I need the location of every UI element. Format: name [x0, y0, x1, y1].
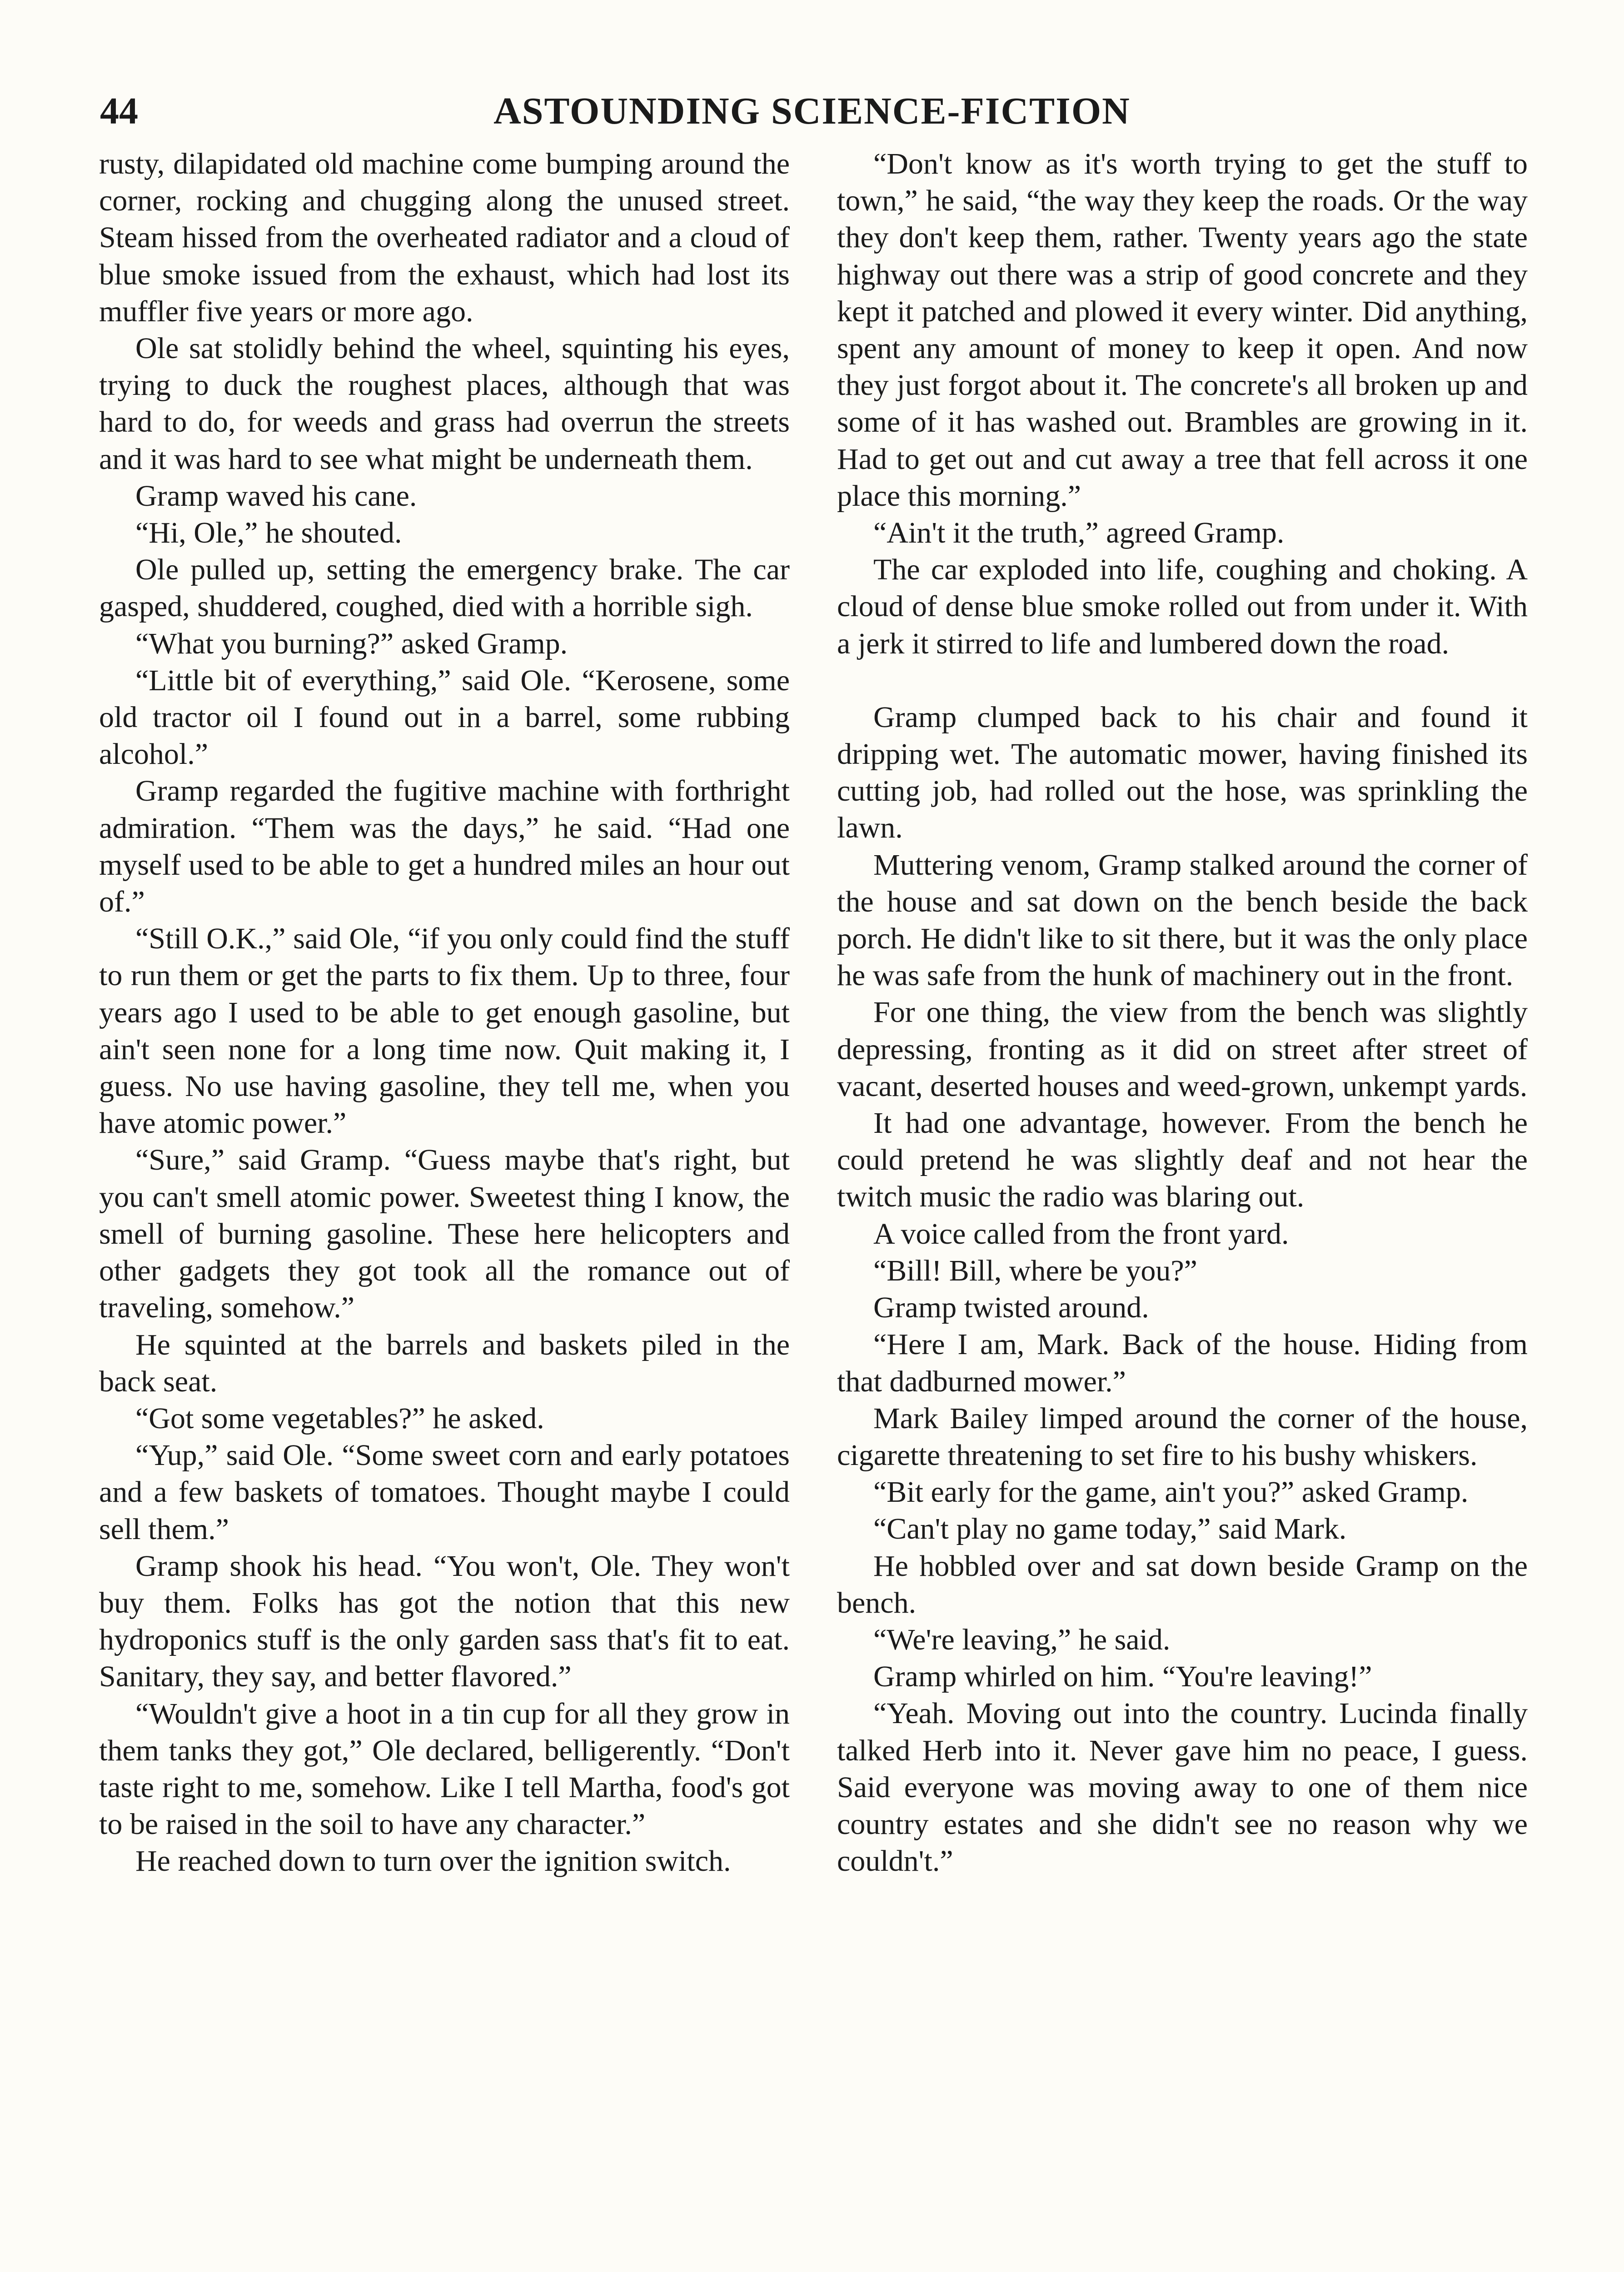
paragraph: “Little bit of everything,” said Ole. “Kerosene, some old tractor oil I found out in a barrel, some rubbing alcohol.” — [99, 663, 790, 771]
paragraph: Gramp shook his head. “You won't, Ole. They won't buy them. Folks has got the notion that this new hydroponics stuff is the only garden sass that's fit to eat. Sanitary, they say, and better flavored.” — [99, 1549, 790, 1694]
paragraph: A voice called from the front yard. — [873, 1217, 1289, 1251]
paragraph: Mark Bailey limped around the corner of the house, cigarette threatening to set fire to his bushy whiskers. — [837, 1401, 1528, 1472]
paragraph: Gramp regarded the fugitive machine with forthright admiration. “Them was the days,” he said. “Had one myself used to be able to get a hundred miles an hour out of.” — [99, 774, 790, 919]
paragraph: He squinted at the barrels and baskets piled in the back seat. — [99, 1328, 790, 1398]
paragraph: He hobbled over and sat down beside Gramp on the bench. — [837, 1549, 1528, 1619]
paragraph: Gramp waved his cane. — [135, 479, 417, 513]
paragraph: Muttering venom, Gramp stalked around the corner of the house and sat down on the bench beside the back porch. He didn't like to sit there, but it was the only place he was safe from the hunk of machinery out in the front. — [837, 848, 1528, 992]
paragraph: “Bill! Bill, where be you?” — [873, 1254, 1197, 1287]
paragraph: “Yup,” said Ole. “Some sweet corn and early potatoes and a few baskets of tomatoes. Thought maybe I could sell them.” — [99, 1439, 790, 1546]
paragraph: “Hi, Ole,” he shouted. — [135, 516, 402, 550]
paragraph: rusty, dilapidated old machine come bumping around the corner, rocking and chugging along the unused street. Steam hissed from the overheated radiator and a cloud of blue smoke issued from the exhaust, which had lost its muffler five years or more ago. — [99, 147, 790, 328]
paragraph: “Ain't it the truth,” agreed Gramp. — [873, 516, 1285, 550]
section-break-paragraph: Gramp clumped back to his chair and found it dripping wet. The automatic mower, having finished its cutting job, had rolled out the hose, was sprinkling the lawn. — [837, 700, 1528, 845]
paragraph: “What you burning?” asked Gramp. — [135, 627, 568, 660]
paragraph: “Yeah. Moving out into the country. Lucinda finally talked Herb into it. Never gave him no peace, I guess. Said everyone was moving away to one of them nice country estates and she didn't see no reason why we couldn't.” — [837, 1697, 1528, 1878]
right-column — [837, 145, 1528, 2272]
running-title: ASTOUNDING SCIENCE-FICTION — [493, 90, 1131, 132]
paragraph: “Here I am, Mark. Back of the house. Hiding from that dadburned mower.” — [837, 1328, 1528, 1398]
paragraph: “Sure,” said Gramp. “Guess maybe that's right, but you can't smell atomic power. Sweetest thing I know, the smell of burning gasoline. These here helicopters and other gadgets they got took all the romance out of traveling, somehow.” — [99, 1143, 790, 1325]
paragraph: He reached down to turn over the ignition switch. — [135, 1844, 731, 1878]
paragraph: Gramp twisted around. — [873, 1291, 1149, 1325]
left-column — [99, 145, 790, 2272]
paragraph: It had one advantage, however. From the bench he could pretend he was slightly deaf and not hear the twitch music the radio was blaring out. — [837, 1106, 1528, 1214]
page-header — [0, 86, 1624, 136]
paragraph: “We're leaving,” he said. — [873, 1623, 1171, 1656]
page-number: 44 — [100, 90, 138, 132]
paragraph: “Can't play no game today,” said Mark. — [873, 1512, 1347, 1546]
paragraph: “Got some vegetables?” he asked. — [135, 1401, 544, 1435]
paragraph: For one thing, the view from the bench was slightly depressing, fronting as it did on street after street of vacant, deserted houses and weed-grown, unkempt yards. — [837, 996, 1528, 1103]
paragraph: “Wouldn't give a hoot in a tin cup for all they grow in them tanks they got,” Ole declared, belligerently. “Don't taste right to me, somehow. Like I tell Martha, food's got to be raised in the soil to have any character.” — [99, 1697, 790, 1841]
paragraph: “Still O.K.,” said Ole, “if you only could find the stuff to run them or get the parts to fix them. Up to three, four years ago I used to be able to get enough gasoline, but ain't seen none for a long time now. Quit making it, I guess. No use having gasoline, they tell me, when you have atomic power.” — [99, 922, 790, 1140]
paragraph: “Bit early for the game, ain't you?” asked Gramp. — [873, 1475, 1469, 1509]
paragraph: Gramp whirled on him. “You're leaving!” — [873, 1660, 1372, 1694]
paragraph: Ole pulled up, setting the emergency brake. The car gasped, shuddered, coughed, died with a horrible sigh. — [99, 553, 790, 623]
paragraph: The car exploded into life, coughing and choking. A cloud of dense blue smoke rolled out from under it. With a jerk it stirred to life and lumbered down the road. — [837, 553, 1528, 660]
paragraph: “Don't know as it's worth trying to get the stuff to town,” he said, “the way they keep the roads. Or the way they don't keep them, rather. Twenty years ago the state highway out there was a strip of good concrete and they kept it patched and plowed it every winter. Did anything, spent any amount of money to keep it open. And now they just forgot about it. The concrete's all broken up and some of it has washed out. Brambles are growing in it. Had to get out and cut away a tree that fell across it one place this morning.” — [837, 147, 1528, 513]
paragraph: Ole sat stolidly behind the wheel, squinting his eyes, trying to duck the roughest places, although that was hard to do, for weeds and grass had overrun the streets and it was hard to see what might be underneath them. — [99, 332, 790, 476]
